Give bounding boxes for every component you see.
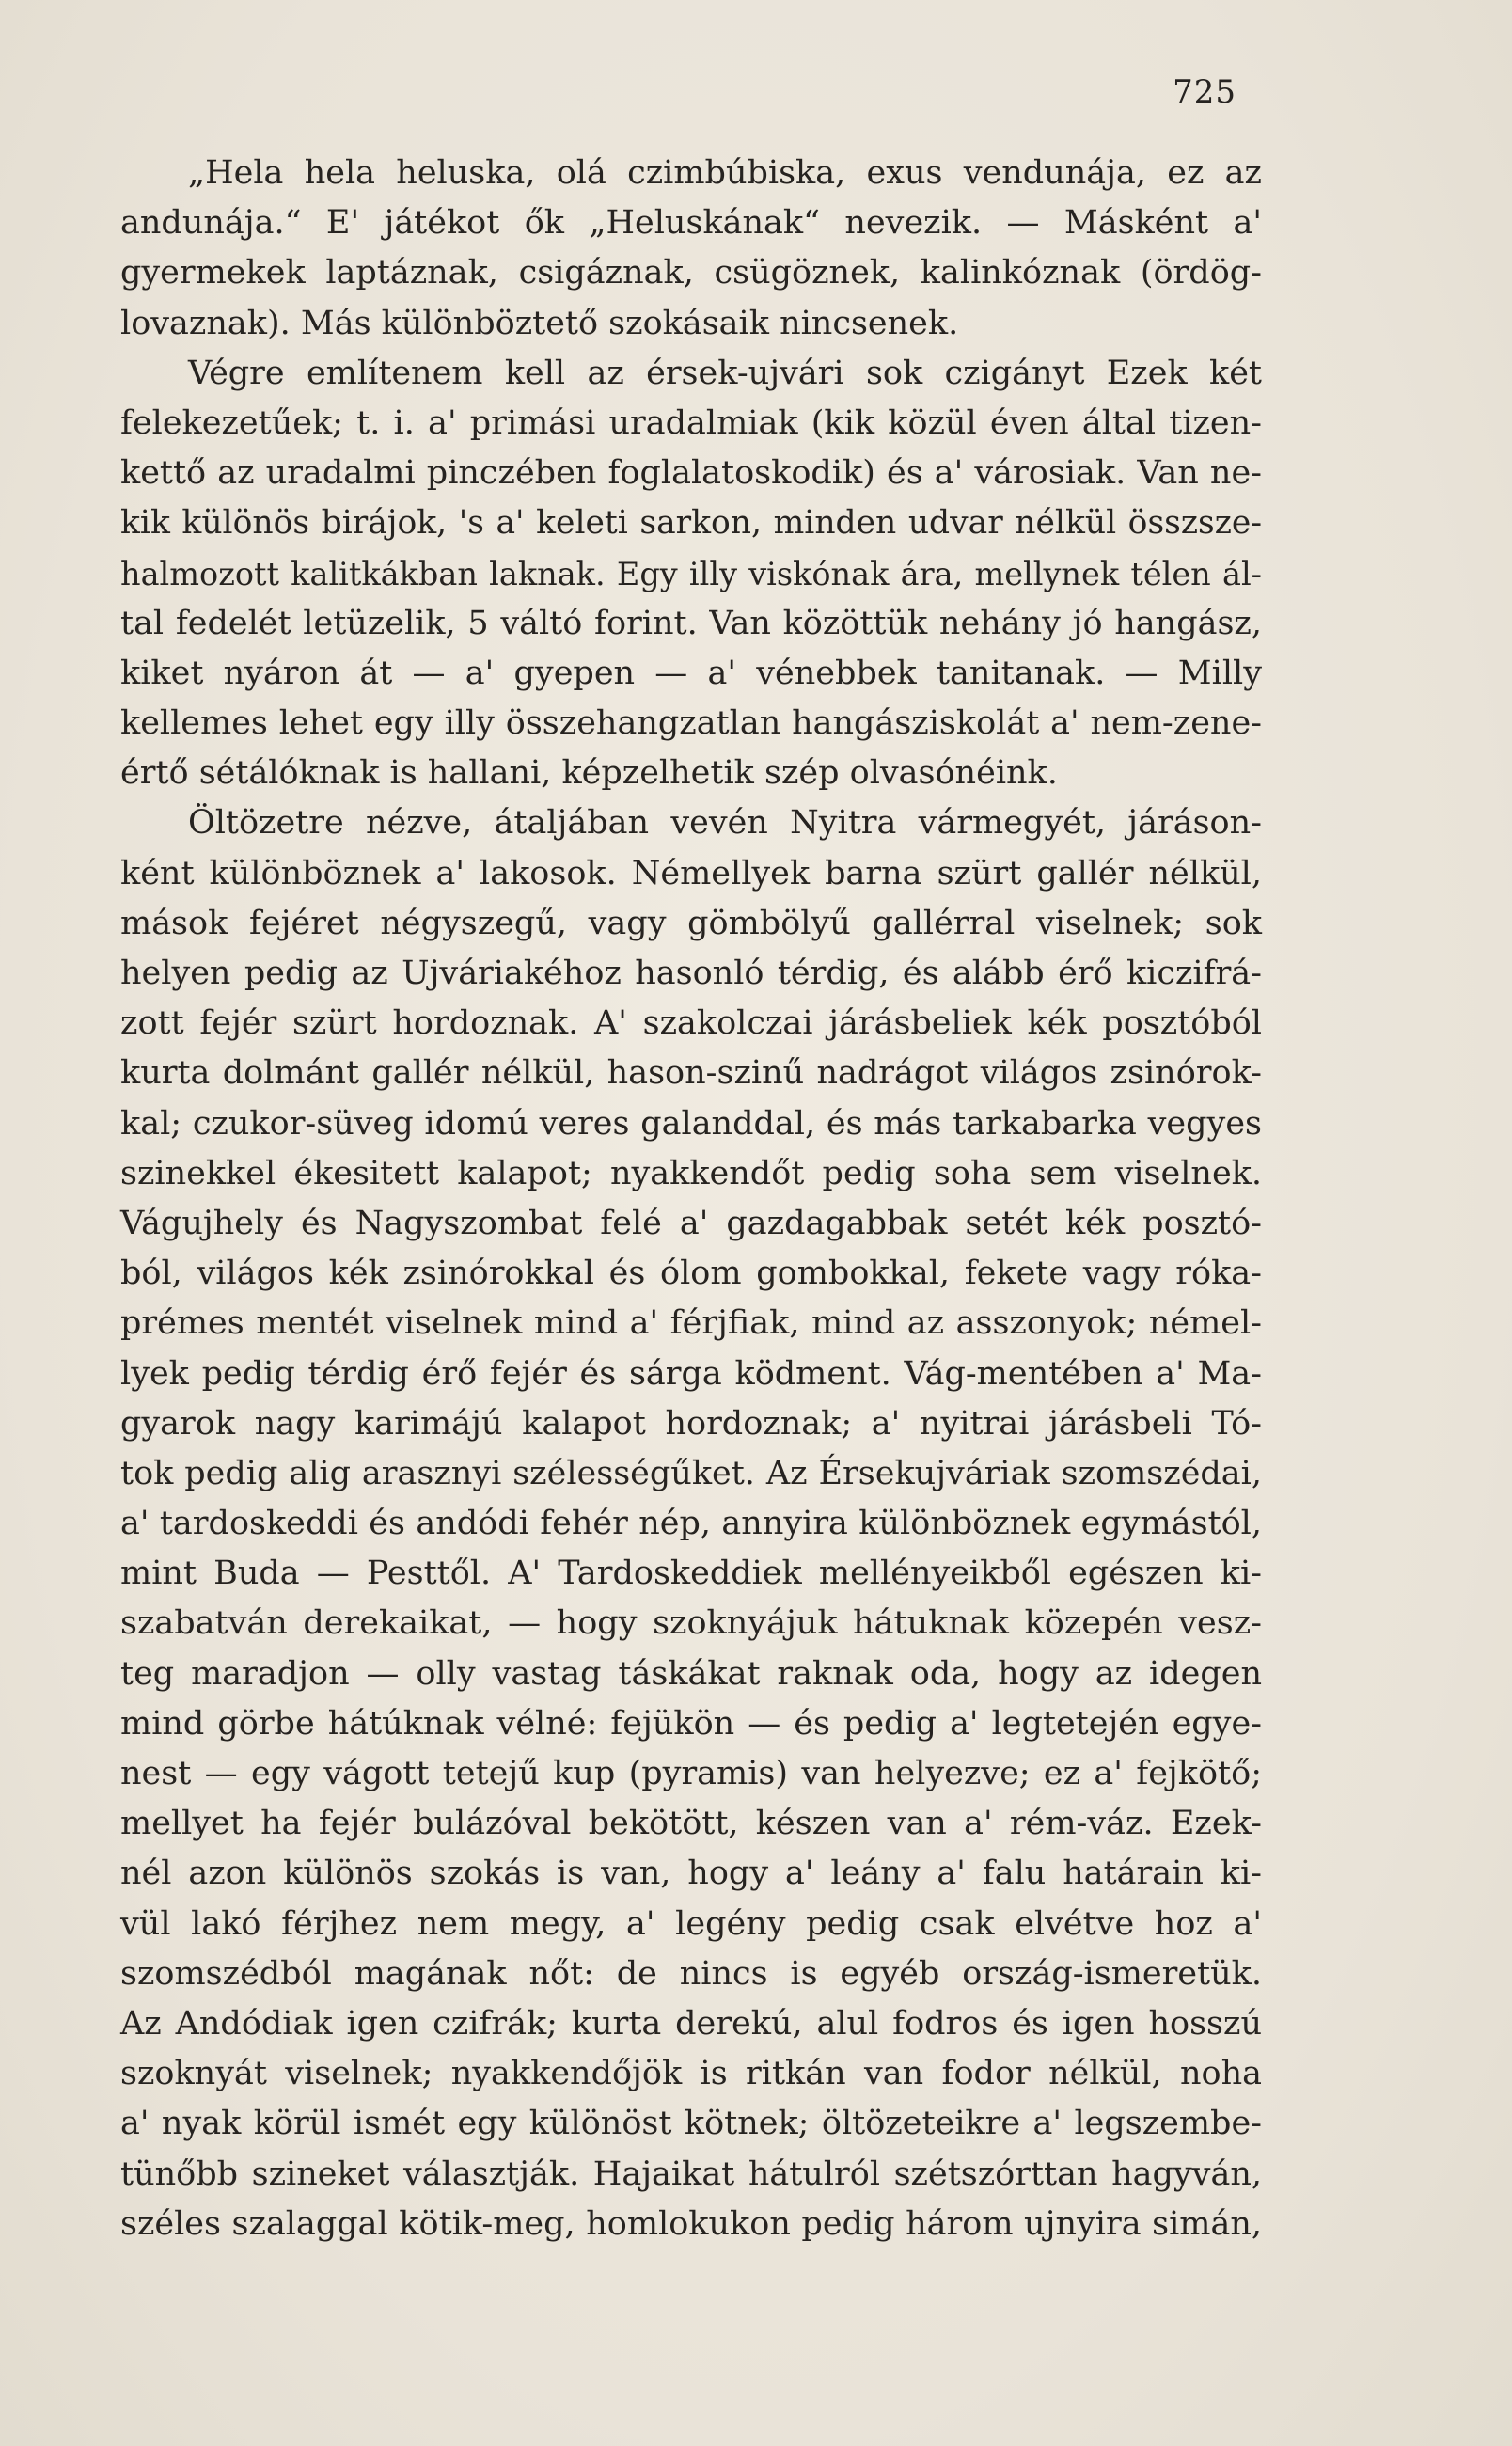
text-line: Az Andódiak igen czifrák; kurta derekú, alul fodros és igen hosszú — [120, 2004, 1262, 2043]
text-line: Vágujhely és Nagyszombat felé a' gazdagabbak setét kék posztó- — [120, 1204, 1262, 1242]
text-line: kellemes lehet egy illy összehangzatlan hangásziskolát a' nem-zene- — [120, 704, 1262, 743]
text-line: Végre említenem kell az érsek-ujvári sok czigányt Ezek két — [188, 354, 1262, 392]
text-line: tal fedelét letüzelik, 5 váltó forint. Van közöttük nehány jó hangász, — [120, 604, 1262, 642]
text-line: szoknyát viselnek; nyakkendőjök is ritkán van fodor nélkül, noha — [120, 2055, 1262, 2093]
text-line: értő sétálóknak is hallani, képzelhetik szép olvasónéink. — [120, 754, 1058, 793]
text-line: teg maradjon — olly vastag táskákat raknak oda, hogy az idegen — [120, 1654, 1262, 1693]
text-line: kiket nyáron át — a' gyepen — a' vénebbek tanitanak. — Milly — [120, 654, 1262, 692]
text-line: prémes mentét viselnek mind a' férjfiak, mind az asszonyok; némel- — [120, 1304, 1262, 1343]
text-line: mások fejéret négyszegű, vagy gömbölyű gallérral viselnek; sok — [120, 904, 1262, 942]
text-line: gyarok nagy karimájú kalapot hordoznak; a' nyitrai járásbeli Tó- — [120, 1404, 1262, 1443]
text-line: kettő az uradalmi pinczében foglalatoskodik) és a' városiak. Van ne- — [120, 454, 1262, 493]
text-line: kik különös birájok, 's a' keleti sarkon, minden udvar nélkül összsze- — [120, 504, 1262, 543]
text-line: szinekkel ékesitett kalapot; nyakkendőt pedig soha sem viselnek. — [120, 1154, 1262, 1192]
text-line: ként különböznek a' lakosok. Némellyek barna szürt gallér nélkül, — [120, 854, 1262, 892]
text-line: kurta dolmánt gallér nélkül, hason-szinű nadrágot világos zsinórok- — [120, 1054, 1262, 1093]
text-line: Öltözetre nézve, átaljában vevén Nyitra vármegyét, járáson- — [188, 804, 1262, 843]
text-line: mind görbe hátúknak vélné: fejükön — és pedig a' legtetején egye- — [120, 1704, 1262, 1743]
text-line: mint Buda — Pesttől. A' Tardoskeddiek mellényeikből egészen ki- — [120, 1554, 1262, 1593]
text-line: tok pedig alig arasznyi szélességűket. Az Érsekujváriak szomszédai, — [120, 1454, 1262, 1492]
text-line: gyermekek laptáznak, csigáznak, csügöznek, kalinkóznak (ördög- — [120, 254, 1262, 292]
text-line: kal; czukor-süveg idomú veres galanddal, és más tarkabarka vegyes — [120, 1104, 1262, 1143]
text-line: lovaznak). Más különböztető szokásaik nincsenek. — [120, 304, 959, 342]
text-line: helyen pedig az Ujváriakéhoz hasonló térdig, és alább érő kiczifrá- — [120, 955, 1262, 992]
text-line: lyek pedig térdig érő fejér és sárga ködment. Vág-mentében a' Ma- — [120, 1354, 1262, 1393]
text-line: zott fejér szürt hordoznak. A' szakolczai járásbeliek kék posztóból — [120, 1004, 1262, 1043]
text-line: a' nyak körül ismét egy különöst kötnek; öltözeteikre a' legszembe- — [120, 2105, 1262, 2143]
page-number: 725 — [1173, 73, 1236, 111]
text-line: vül lakó férjhez nem megy, a' legény pedig csak elvétve hoz a' — [120, 1904, 1262, 1943]
text-line: nest — egy vágott tetejű kup (pyramis) van helyezve; ez a' fejkötő; — [120, 1755, 1262, 1792]
body-text — [120, 149, 1262, 2249]
text-line: felekezetűek; t. i. a' primási uradalmiak (kik közül éven által tizen- — [120, 403, 1262, 442]
text-line: halmozott kalitkákban laknak. Egy illy viskónak ára, mellynek télen ál- — [120, 555, 1262, 592]
text-line: széles szalaggal kötik-meg, homlokukon pedig három ujnyira simán, — [120, 2204, 1262, 2243]
text-line: ból, világos kék zsinórokkal és ólom gombokkal, fekete vagy róka- — [120, 1255, 1262, 1293]
text-line: szomszédból magának nőt: de nincs is egyéb ország-ismeretük. — [120, 1954, 1262, 1993]
text-line: andunája.“ E' játékot ők „Heluskának“ nevezik. — Másként a' — [120, 204, 1262, 243]
text-line: „Hela hela heluska, olá czimbúbiska, exus vendunája, ez az — [188, 154, 1262, 192]
text-line: nél azon különös szokás is van, hogy a' leány a' falu határain ki- — [120, 1854, 1262, 1893]
text-line: tünőbb szineket választják. Hajaikat hátulról szétszórttan hagyván, — [120, 2154, 1262, 2193]
text-line: mellyet ha fejér bulázóval bekötött, készen van a' rém-váz. Ezek- — [120, 1805, 1262, 1843]
text-line: a' tardoskeddi és andódi fehér nép, annyira különböznek egymástól, — [120, 1505, 1262, 1543]
text-line: szabatván derekaikat, — hogy szoknyájuk hátuknak közepén vesz- — [120, 1604, 1262, 1643]
